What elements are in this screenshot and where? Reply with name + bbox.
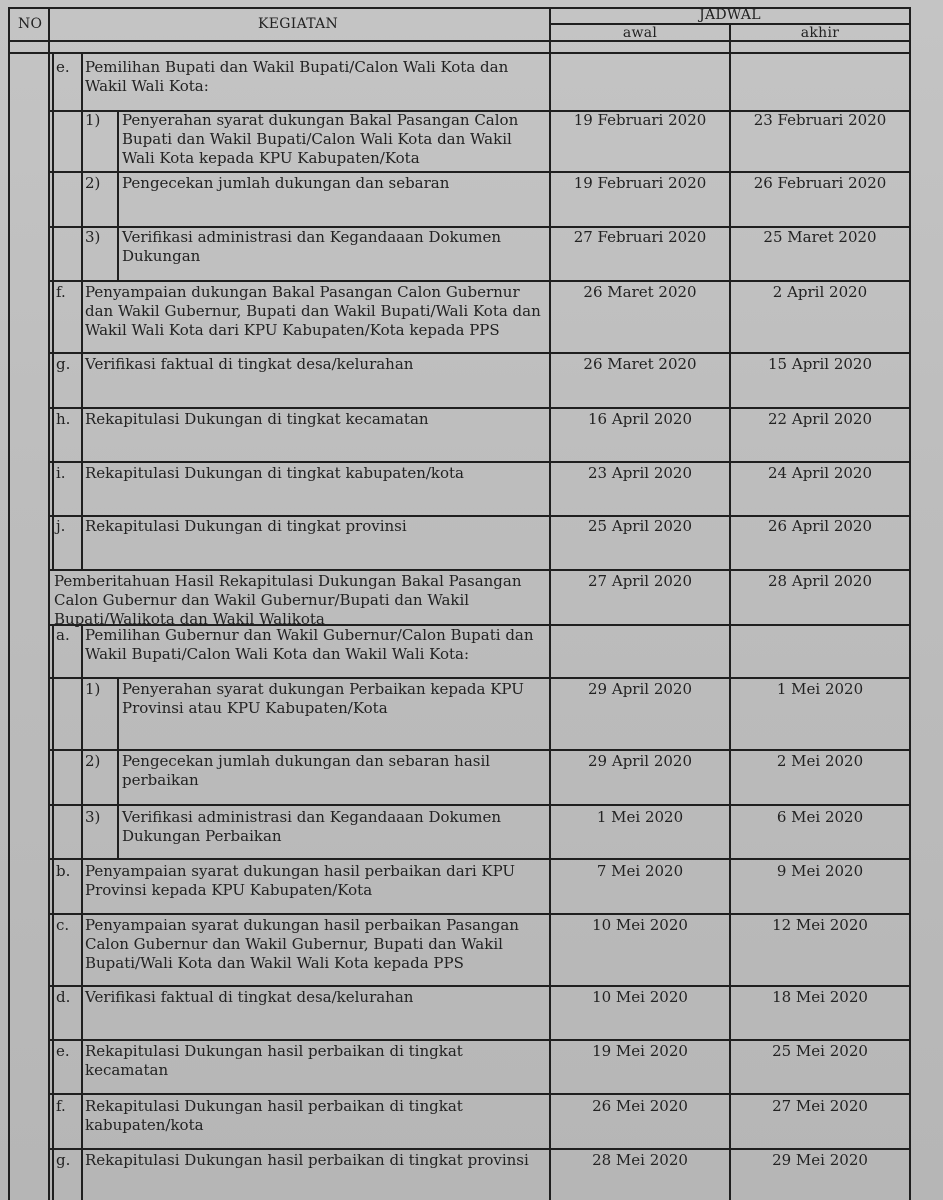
row-akhir: 24 April 2020 [768,464,872,482]
rule [50,569,911,571]
row-akhir: 22 April 2020 [768,410,872,428]
row-awal: 7 Mei 2020 [596,862,684,880]
row-text: Penyerahan syarat dukungan Bakal Pasangan Calon Bupati dan Wakil Bupati/Calon Wali Kota dan Wakil Wali Kota kepada KPU Kabupaten/Kota [122,111,519,167]
rule [117,110,119,280]
row-awal: 19 Februari 2020 [573,111,707,129]
row-text: Verifikasi faktual di tingkat desa/kelurahan [85,988,414,1006]
row-text: Penyampaian dukungan Bakal Pasangan Calon Gubernur dan Wakil Gubernur, Bupati dan Wakil Bupati/Wali Kota dan Wakil Wali Kota dari KPU Kabupaten/Kota kepada PPS [85,283,541,339]
rule [50,1039,911,1041]
row-text: Verifikasi administrasi dan Kegandaaan Dokumen Dukungan [122,228,502,265]
row-label: a. [56,626,70,644]
rule [50,1148,911,1150]
row-text: Rekapitulasi Dukungan hasil perbaikan di tingkat kabupaten/kota [85,1097,463,1134]
row-text: Verifikasi administrasi dan Kegandaaan Dokumen Dukungan Perbaikan [122,808,502,845]
rule [50,171,911,173]
row-label: 3) [85,228,101,246]
row-text: Rekapitulasi Dukungan hasil perbaikan di tingkat provinsi [85,1151,529,1169]
row-akhir: 12 Mei 2020 [772,916,868,934]
row-akhir: 29 Mei 2020 [772,1151,868,1169]
row-label: 3) [85,808,101,826]
row-text: Penyampaian syarat dukungan hasil perbaikan dari KPU Provinsi kepada KPU Kabupaten/Kota [85,862,516,899]
row-label: 1) [85,680,101,698]
row-awal: 27 April 2020 [588,572,692,590]
row-text: Pemilihan Gubernur dan Wakil Gubernur/Calon Bupati dan Wakil Bupati/Calon Wali Kota dan Wakil Wali Kota: [85,626,534,663]
row-akhir: 26 Februari 2020 [753,174,887,192]
rule [52,624,54,1200]
row-awal: 26 Mei 2020 [592,1097,688,1115]
row-label: 2) [85,174,101,192]
rule [8,52,911,54]
row-awal: 25 April 2020 [588,517,692,535]
rule [50,804,911,806]
row-akhir: 25 Mei 2020 [772,1042,868,1060]
row-text: Rekapitulasi Dukungan di tingkat kabupaten/kota [85,464,464,482]
row-label: f. [56,283,66,301]
row-text: Verifikasi faktual di tingkat desa/kelurahan [85,355,414,373]
row-label: e. [56,58,70,76]
rule [50,677,911,679]
rule [81,52,83,570]
rule [50,407,911,409]
rule [50,461,911,463]
row-akhir: 27 Mei 2020 [772,1097,868,1115]
row-label: g. [56,1151,71,1169]
rule [50,1093,911,1095]
row-label: g. [56,355,71,373]
row-akhir: 26 April 2020 [768,517,872,535]
header-no: NO [18,16,43,32]
row-text: Pengecekan jumlah dukungan dan sebaran [122,174,450,192]
row-label: d. [56,988,71,1006]
row-text: Pengecekan jumlah dukungan dan sebaran hasil perbaikan [122,752,491,789]
row-awal: 19 Mei 2020 [592,1042,688,1060]
row-text: Pemilihan Bupati dan Wakil Bupati/Calon Wali Kota dan Wakil Wali Kota: [85,58,509,95]
row-label: i. [56,464,66,482]
row-label: c. [56,916,70,934]
row-akhir: 9 Mei 2020 [776,862,864,880]
row-text: Rekapitulasi Dukungan di tingkat kecamatan [85,410,429,428]
rule [50,749,911,751]
row-label: e. [56,1042,70,1060]
rule [50,352,911,354]
row-text: Penyerahan syarat dukungan Perbaikan kepada KPU Provinsi atau KPU Kabupaten/Kota [122,680,524,717]
rule [50,858,911,860]
row-awal: 27 Februari 2020 [573,228,707,246]
header-awal: awal [622,25,658,41]
row-akhir: 18 Mei 2020 [772,988,868,1006]
row-awal: 26 Maret 2020 [583,283,697,301]
row-text: Rekapitulasi Dukungan hasil perbaikan di tingkat kecamatan [85,1042,463,1079]
row-text: Pemberitahuan Hasil Rekapitulasi Dukungan Bakal Pasangan Calon Gubernur dan Wakil Gubernur/Bupati dan Wakil Bupati/Walikota dan Wakil Walikota [54,572,522,628]
rule [909,7,911,1200]
row-akhir: 2 Mei 2020 [776,752,864,770]
row-akhir: 23 Februari 2020 [753,111,887,129]
rule [48,7,50,1200]
rule [50,913,911,915]
header-jadwal: JADWAL [699,7,761,23]
row-akhir: 6 Mei 2020 [776,808,864,826]
row-akhir: 28 April 2020 [768,572,872,590]
row-awal: 23 April 2020 [588,464,692,482]
row-label: b. [56,862,71,880]
rule [117,677,119,858]
row-awal: 1 Mei 2020 [596,808,684,826]
rule [8,7,10,1200]
row-awal: 29 April 2020 [588,680,692,698]
rule [52,52,54,570]
row-awal: 10 Mei 2020 [592,916,688,934]
rule [50,280,911,282]
row-awal: 19 Februari 2020 [573,174,707,192]
row-text: Penyampaian syarat dukungan hasil perbaikan Pasangan Calon Gubernur dan Wakil Gubernur, Bupati dan Wakil Bupati/Wali Kota dan Wakil Wali Kota kepada PPS [85,916,519,972]
row-akhir: 25 Maret 2020 [763,228,877,246]
row-awal: 29 April 2020 [588,752,692,770]
row-awal: 10 Mei 2020 [592,988,688,1006]
rule [50,985,911,987]
row-label: f. [56,1097,66,1115]
row-awal: 28 Mei 2020 [592,1151,688,1169]
row-label: h. [56,410,71,428]
row-awal: 26 Maret 2020 [583,355,697,373]
row-text: Rekapitulasi Dukungan di tingkat provinsi [85,517,407,535]
header-kegiatan: KEGIATAN [258,16,339,32]
header-akhir: akhir [800,25,840,41]
row-label: j. [56,517,66,535]
rule [729,23,731,1200]
row-akhir: 15 April 2020 [768,355,872,373]
row-label: 1) [85,111,101,129]
rule [81,624,83,1200]
row-awal: 16 April 2020 [588,410,692,428]
row-akhir: 1 Mei 2020 [776,680,864,698]
row-label: 2) [85,752,101,770]
row-akhir: 2 April 2020 [772,283,868,301]
